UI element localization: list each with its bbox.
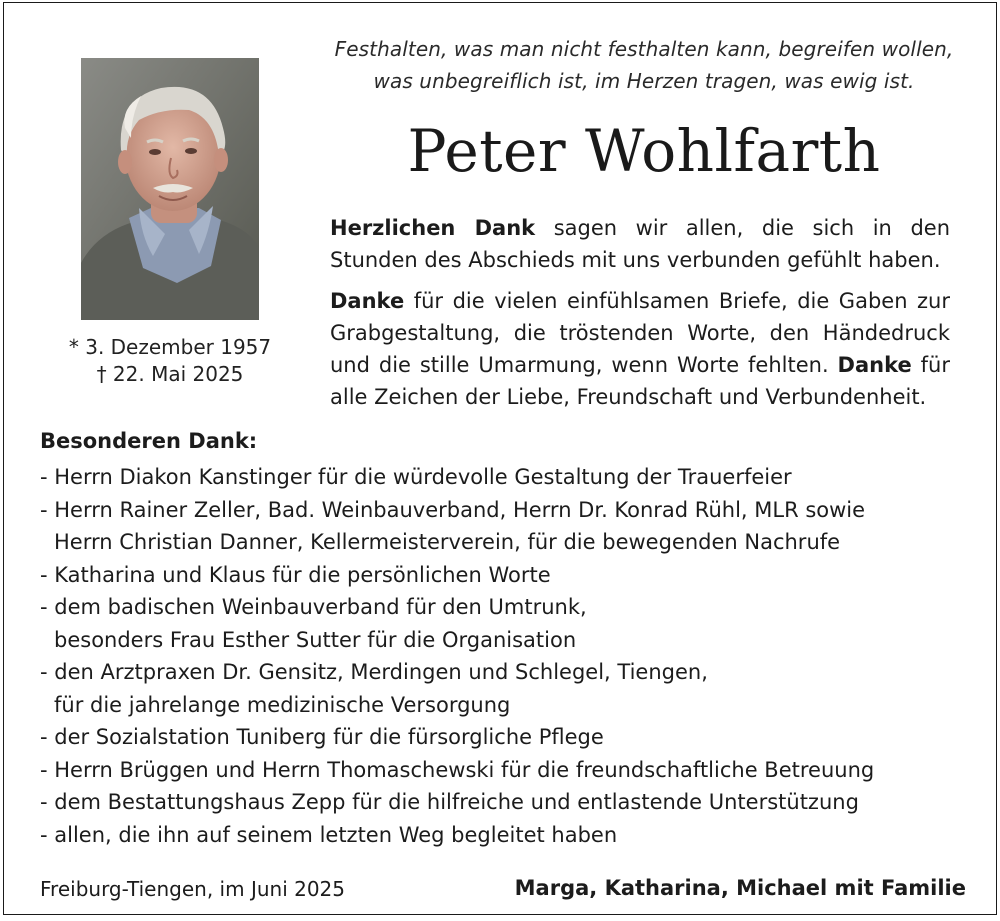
birth-date: * 3. Dezember 1957 bbox=[68, 335, 272, 359]
motto-line-1: Festhalten, was man nicht festhalten kann, begreifen wollen, bbox=[334, 37, 954, 61]
thanks-p2-line-2: Grabgestaltung, die tröstenden Worte, den Händedruck bbox=[330, 321, 950, 345]
list-item: - Herrn Diakon Kanstinger für die würdevolle Gestaltung der Trauerfeier bbox=[40, 465, 792, 489]
thanks-p2-line-1 bbox=[330, 285, 950, 317]
life-dates bbox=[44, 334, 296, 388]
family-signature: Marga, Katharina, Michael mit Familie bbox=[514, 876, 966, 900]
thanks-text bbox=[330, 212, 950, 422]
list-item-continuation: für die jahrelange medizinische Versorgung bbox=[54, 692, 511, 717]
thanks-p2-line-4: alle Zeichen der Liebe, Freundschaft und Verbundenheit. bbox=[330, 385, 927, 409]
list-item: - dem badischen Weinbauverband für den Umtrunk, bbox=[40, 595, 587, 619]
death-date: † 22. Mai 2025 bbox=[96, 362, 244, 386]
list-item: - Herrn Brüggen und Herrn Thomaschewski für die freundschaftliche Betreuung bbox=[40, 757, 875, 782]
special-thanks-list bbox=[40, 461, 960, 851]
portrait-photo bbox=[81, 58, 259, 320]
special-thanks-heading: Besonderen Dank: bbox=[40, 429, 258, 453]
thanks-p2-line-3-start: und die stille Umarmung, wenn Worte fehlten. bbox=[330, 353, 838, 377]
thanks-p2-line-3-rest: für bbox=[911, 353, 950, 377]
deceased-name: Peter Wohlfarth bbox=[407, 117, 881, 185]
list-item: - allen, die ihn auf seinem letzten Weg begleitet haben bbox=[40, 822, 618, 847]
place-and-date: Freiburg-Tiengen, im Juni 2025 bbox=[40, 877, 345, 901]
thanks-p1-line-1-rest: sagen wir allen, die sich in den bbox=[535, 216, 951, 240]
motto-line-2: was unbegreiflich ist, im Herzen tragen, was ewig ist. bbox=[373, 69, 915, 93]
thanks-p1-bold: Herzlichen Dank bbox=[330, 216, 536, 240]
thanks-p1-line-1 bbox=[330, 212, 950, 244]
thanks-p2-bold-2: Danke bbox=[837, 353, 912, 377]
thanks-p2-line-3 bbox=[330, 349, 950, 381]
thanks-p2-bold-1: Danke bbox=[330, 289, 405, 313]
thanks-p1-line-2: Stunden des Abschieds mit uns verbunden gefühlt haben. bbox=[330, 248, 941, 272]
thanks-p2-line-1-rest: für die vielen einfühlsamen Briefe, die Gaben zur bbox=[404, 289, 950, 313]
obituary-notice bbox=[3, 2, 997, 915]
list-item: - Herrn Rainer Zeller, Bad. Weinbauverband, Herrn Dr. Konrad Rühl, MLR sowie bbox=[40, 497, 866, 522]
list-item: - Katharina und Klaus für die persönlichen Worte bbox=[40, 562, 551, 587]
motto-quote bbox=[334, 33, 954, 97]
list-item-continuation: besonders Frau Esther Sutter für die Organisation bbox=[54, 627, 577, 652]
list-item: - der Sozialstation Tuniberg für die fürsorgliche Pflege bbox=[40, 725, 604, 749]
list-item-continuation: Herrn Christian Danner, Kellermeisterverein, für die bewegenden Nachrufe bbox=[54, 530, 841, 554]
list-item: - den Arztpraxen Dr. Gensitz, Merdingen und Schlegel, Tiengen, bbox=[40, 660, 708, 684]
thanks-paragraph-2 bbox=[330, 285, 950, 413]
thanks-paragraph-1 bbox=[330, 212, 950, 276]
list-item: - dem Bestattungshaus Zepp für die hilfreiche und entlastende Unterstützung bbox=[40, 790, 859, 814]
